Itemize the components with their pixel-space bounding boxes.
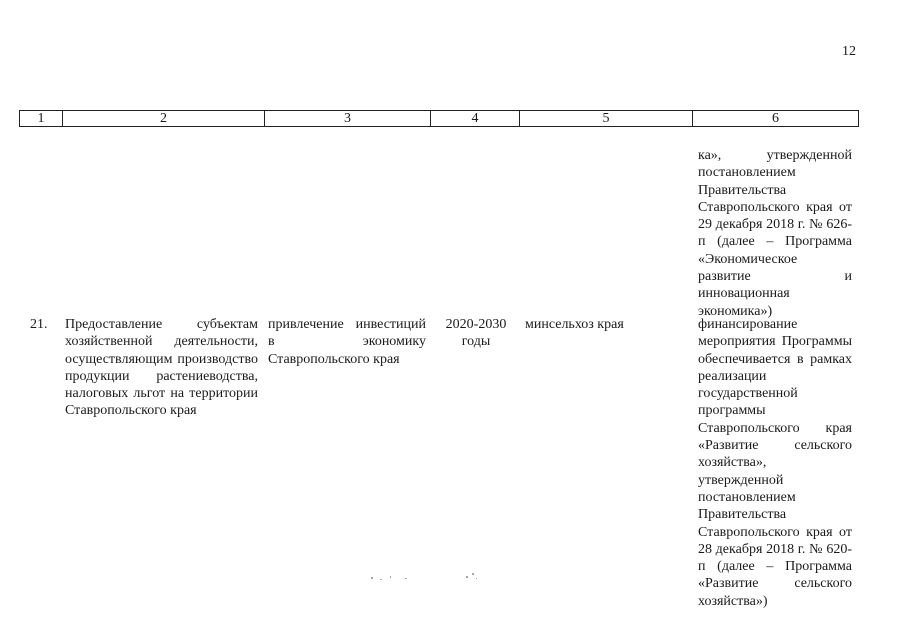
- goal-text: привлечение инвестиций в экономику Ставропольского края: [268, 317, 426, 367]
- scan-speck: [405, 578, 407, 579]
- row-number: 21.: [30, 317, 48, 332]
- column-header-6: 6: [693, 111, 859, 127]
- column-header-1: 1: [20, 111, 63, 127]
- financing-text: финансирование мероприятия Программы обеспечивается в рамках реализации государственной программы Ставропольского края «Развитие сельского хозяйства», утвержденной постановлением Правительства Ставропольского края от 28 декабря 2018 г. № 620-п (далее – Программа «Развитие сельского хозяйства»): [698, 317, 852, 609]
- column-header-5: 5: [520, 111, 693, 127]
- column-header-row: [20, 111, 859, 127]
- column-header-3: 3: [265, 111, 431, 127]
- continuation-financing-text: ка», утвержденной постановлением Правительства Ставропольского края от 29 декабря 2018 г. № 626-п (далее – Программа «Экономическое развитие и инновационная экономика»): [698, 148, 852, 319]
- period-text: 2020-2030 годы: [445, 317, 507, 350]
- column-header-table: [19, 110, 859, 127]
- measure-text: Предоставление субъектам хозяйственной деятельности, осуществляющим производство продукции растениеводства, налоговых льгот на территории Ставропольского края: [65, 317, 258, 419]
- scan-speck: [466, 576, 468, 578]
- scan-speck: [371, 577, 373, 579]
- scan-speck: [390, 576, 391, 578]
- executor-text: минсельхоз края: [525, 317, 624, 332]
- scan-speck: [380, 579, 382, 580]
- column-header-2: 2: [63, 111, 265, 127]
- page-number: 12: [842, 44, 856, 59]
- scan-speck: [472, 573, 474, 575]
- scan-speck: [476, 578, 477, 579]
- column-header-4: 4: [431, 111, 520, 127]
